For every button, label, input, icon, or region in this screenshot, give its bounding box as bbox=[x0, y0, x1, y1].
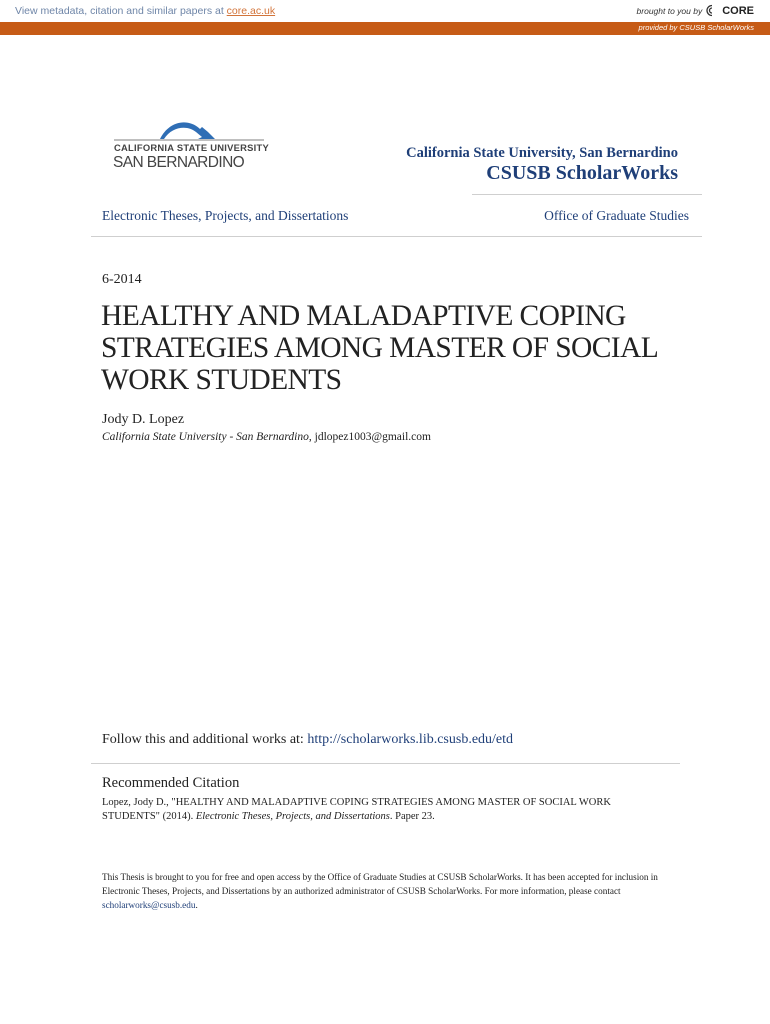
core-logo-icon bbox=[705, 4, 719, 17]
notice-text: This Thesis is brought to you for free and open access by the Office of Graduate Studies at CSUSB ScholarWorks. It has been accepted for inclusion in Electronic Theses, Projects, and Dissertations by an authorized administrator of CSUSB ScholarWorks. For more information, please contact bbox=[102, 872, 658, 896]
affiliation-text: California State University - San Bernardino bbox=[102, 431, 309, 443]
access-notice bbox=[102, 870, 692, 912]
author-email: jdlopez1003@gmail.com bbox=[314, 431, 431, 443]
breadcrumb-department-link[interactable]: Office of Graduate Studies bbox=[544, 208, 689, 223]
citation-text bbox=[102, 796, 662, 824]
follow-link[interactable]: http://scholarworks.lib.csusb.edu/etd bbox=[307, 732, 514, 747]
core-metadata-text: View metadata, citation and similar papers at bbox=[15, 5, 224, 17]
core-metadata-link[interactable]: core.ac.uk bbox=[226, 5, 276, 17]
citation-main: Lopez, Jody D., "HEALTHY AND MALADAPTIVE COPING STRATEGIES AMONG MASTER OF SOCIAL WORK STUDENTS" (2014). bbox=[102, 797, 611, 822]
breadcrumb-divider bbox=[91, 236, 702, 237]
core-provided-text: provided by CSUSB ScholarWorks bbox=[638, 23, 754, 32]
contact-email-link[interactable]: scholarworks@csusb.edu bbox=[102, 900, 196, 910]
csusb-logo[interactable] bbox=[112, 118, 272, 172]
citation-series: Electronic Theses, Projects, and Dissertations bbox=[195, 811, 390, 822]
repository-name[interactable]: CSUSB ScholarWorks bbox=[486, 162, 678, 184]
citation-divider bbox=[91, 763, 680, 764]
core-brought-by[interactable] bbox=[637, 4, 754, 17]
core-brought-text: brought to you by bbox=[636, 5, 703, 16]
recommended-citation-heading: Recommended Citation bbox=[102, 775, 240, 791]
logo-line1: CALIFORNIA STATE UNIVERSITY bbox=[114, 142, 270, 153]
breadcrumb-collection-link[interactable]: Electronic Theses, Projects, and Dissertations bbox=[102, 208, 349, 223]
core-brand: CORE bbox=[722, 4, 754, 17]
author-affiliation: California State University - San Bernardino, jdlopez1003@gmail.com bbox=[102, 431, 431, 443]
institution-name[interactable]: California State University, San Bernardino bbox=[406, 145, 678, 161]
notice-end: . bbox=[195, 900, 198, 910]
author-name: Jody D. Lopez bbox=[102, 412, 185, 427]
follow-text: Follow this and additional works at: bbox=[102, 732, 304, 747]
publication-date: 6-2014 bbox=[102, 272, 142, 287]
core-provided-bar bbox=[0, 22, 770, 35]
core-metadata-notice bbox=[15, 5, 275, 17]
logo-line2: SAN BERNARDINO bbox=[113, 154, 245, 171]
follow-line bbox=[102, 732, 513, 748]
core-banner bbox=[0, 0, 770, 22]
header-divider bbox=[472, 194, 702, 195]
document-title: HEALTHY AND MALADAPTIVE COPING STRATEGIES AMONG MASTER OF SOCIAL WORK STUDENTS bbox=[101, 300, 658, 396]
citation-end: . Paper 23. bbox=[389, 811, 435, 822]
